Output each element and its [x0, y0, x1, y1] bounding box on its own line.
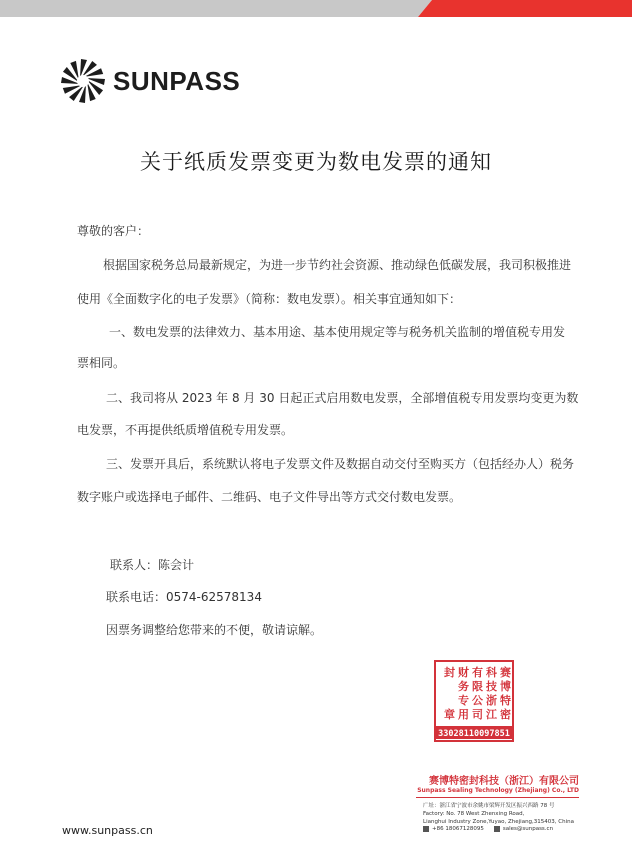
- item-1-line-1: 一、数电发票的法律效力、基本用途、基本使用规定等与税务机关监制的增值税专用发: [109, 325, 566, 339]
- phone-icon: [423, 826, 429, 832]
- svg-text:章: 章: [444, 708, 455, 721]
- footer-divider: [416, 797, 579, 798]
- svg-text:特: 特: [500, 694, 511, 707]
- sunburst-icon: [60, 58, 106, 104]
- svg-text:技: 技: [486, 680, 497, 693]
- svg-text:司: 司: [472, 708, 483, 721]
- item-2-line-1: 二、我司将从 2023 年 8 月 30 日起正式启用数电发票，全部增值税专用发票均变更为数: [106, 391, 579, 405]
- email-icon: [494, 826, 500, 832]
- item-3-line-1: 三、发票开具后，系统默认将电子发票文件及数据自动交付至购买方（包括经办人）税务: [106, 457, 575, 471]
- footer-address-en-1: Factory: No. 78 West Zhenxing Road,: [423, 811, 525, 817]
- svg-text:博: 博: [500, 680, 511, 693]
- svg-text:公: 公: [472, 694, 483, 707]
- footer-contact-row: [423, 826, 553, 832]
- svg-text:浙: 浙: [486, 694, 497, 707]
- footer-email[interactable]: sales@sunpass.cn: [502, 826, 554, 832]
- footer-phone: +86 18067128095: [432, 826, 484, 832]
- svg-text:有: 有: [472, 666, 483, 679]
- sunpass-logo: [60, 57, 240, 105]
- contact-phone: 联系电话：0574-62578134: [106, 590, 262, 604]
- svg-text:科: 科: [486, 666, 497, 679]
- footer-company-cn: 赛博特密封科技（浙江）有限公司: [429, 776, 579, 787]
- svg-text:财: 财: [458, 666, 469, 679]
- svg-text:江: 江: [486, 708, 497, 721]
- intro-line-2: 使用《全面数字化的电子发票》（简称：数电发票）。相关事宜通知如下：: [77, 292, 462, 306]
- header-bar: [0, 0, 632, 17]
- svg-text:用: 用: [458, 708, 469, 721]
- svg-text:务: 务: [458, 680, 469, 693]
- item-2-line-2: 电发票，不再提供纸质增值税专用发票。: [77, 423, 294, 437]
- svg-text:限: 限: [472, 680, 483, 693]
- contact-person: 联系人：陈会计: [110, 558, 195, 572]
- footer-website[interactable]: www.sunpass.cn: [62, 824, 153, 837]
- apology-note: 因票务调整给您带来的不便，敬请谅解。: [106, 623, 323, 637]
- svg-text:专: 专: [458, 694, 469, 707]
- brand-name: SUNPASS: [113, 65, 241, 96]
- footer-company-en: Sunpass Sealing Technology (Zhejiang) Co., LTD: [417, 787, 579, 794]
- finance-seal-stamp: [434, 660, 514, 742]
- page-title: 关于纸质发票变更为数电发票的通知: [140, 150, 492, 174]
- intro-line-1: 根据国家税务总局最新规定，为进一步节约社会资源、推动绿色低碳发展，我司积极推进: [103, 258, 572, 272]
- footer-address-en-2: Lianghui Industry Zone,Yuyao, Zhejiang,315403, China: [423, 819, 575, 825]
- svg-text:赛: 赛: [500, 666, 511, 679]
- svg-text:33028110097851: 33028110097851: [438, 729, 510, 739]
- footer-address-cn: 广址：浙江省宁波市余姚市梁辉开发区振兴西路 78 号: [423, 803, 555, 809]
- svg-text:密: 密: [500, 708, 511, 721]
- item-3-line-2: 数字账户或选择电子邮件、二维码、电子文件导出等方式交付数电发票。: [77, 490, 462, 504]
- greeting: 尊敬的客户：: [77, 224, 150, 238]
- item-1-line-2: 票相同。: [77, 356, 126, 370]
- svg-text:封: 封: [444, 666, 455, 679]
